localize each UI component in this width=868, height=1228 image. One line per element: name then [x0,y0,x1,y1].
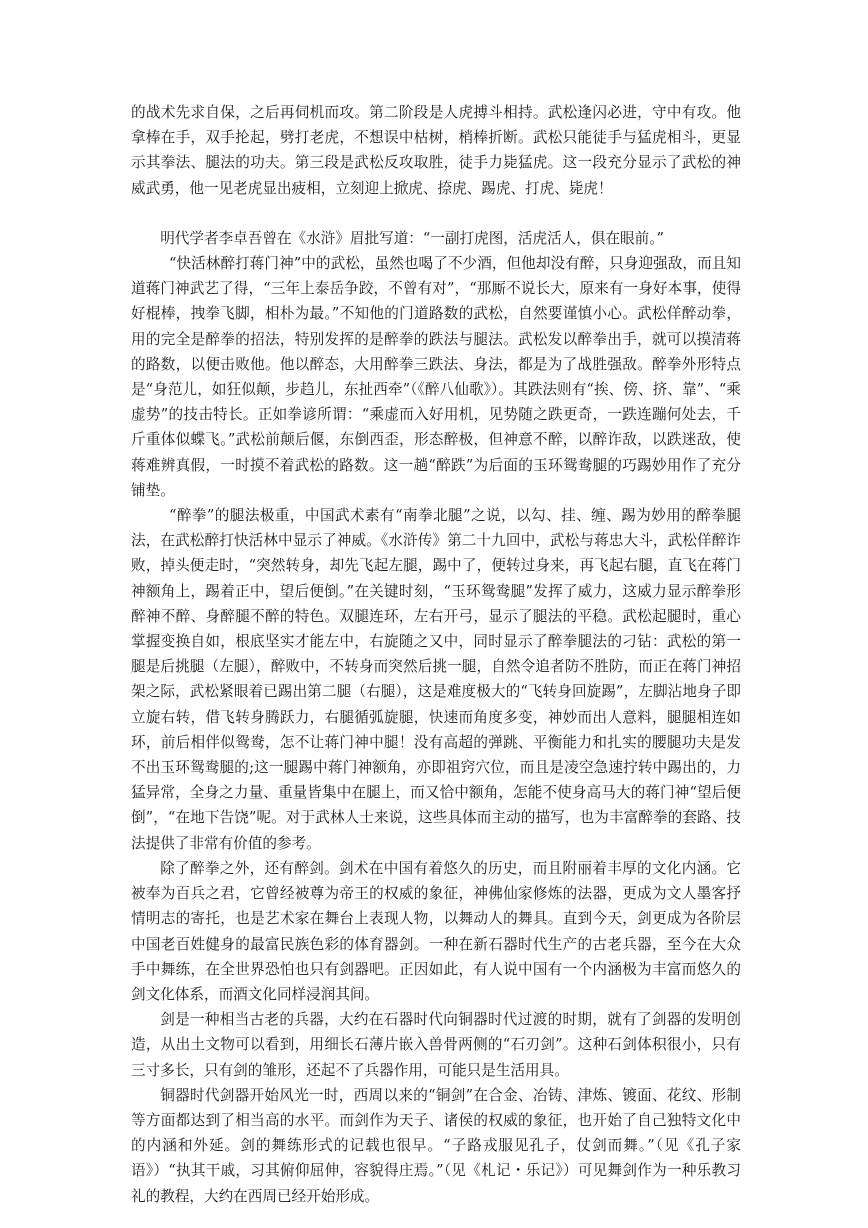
paragraph-tiger-fight-stages: 的战术先求自保，之后再伺机而攻。第二阶段是人虎搏斗相持。武松逢闪必进，守中有攻。他拿棒在手，双手抡起，劈打老虎，不想误中枯树，梢棒折断。武松只能徒手与猛虎相斗，更显示其拳法、腿法的功夫。第三段是武松反攻取胜，徒手力毙猛虎。这一段充分显示了武松的神威武勇，他一见老虎显出疲相，立刻迎上掀虎、捺虎、踢虎、打虎、毙虎！ [131,104,741,197]
paragraph-drunken-fist-legwork: “醉拳”的腿法极重，中国武术素有“南拳北腿”之说，以勾、挂、缠、踢为妙用的醉拳腿法，在武松醉打快活林中显示了神威。《水浒传》第二十九回中，武松与蒋忠大斗，武松佯醉诈败，掉头便走时，“突然转身，却先飞起左腿，踢中了，便转过身来，再飞起右腿，直飞在蒋门神额角上，踢着正中，望后便倒。”在关键时刻，“玉环鸳鸯腿”发挥了威力，这威力显示醉拳形醉神不醉、身醉腿不醉的特色。双腿连环，左右开弓，显示了腿法的平稳。武松起腿时，重心掌握变换自如，根底坚实才能左中，右旋随之又中，同时显示了醉拳腿法的刁钻：武松的第一腿是后挑腿（左腿），醉败中，不转身而突然后挑一腿，自然令追者防不胜防，而正在蒋门神招架之际，武松紧眼着已踢出第二腿（右腿），这是难度极大的“飞转身回旋踢”，左脚沾地身子即立旋右转，借飞转身腾跃力，右腿循弧旋腿，快速而角度多变，神妙而出人意料，腿腿相连如环，前后相伴似鸳鸯，怎不让蒋门神中腿！没有高超的弹跳、平衡能力和扎实的腰腿功夫是发不出玉环鸳鸯腿的;这一腿踢中蒋门神额角，亦即祖窍穴位，而且是凌空急速拧转中踢出的，力猛异常，全身之力量、重量皆集中在腿上，而又恰中额角，怎能不使身高马大的蒋门神“望后便倒”，“在地下告饶”呢。对于武林人士来说，这些具体而主动的描写，也为丰富醉拳的套路、技法提供了非常有价值的参考。 [131,507,741,852]
document-body [131,100,741,1209]
paragraph-kuaihuolin-drunk-fight: “快活林醉打蒋门神”中的武松，虽然也喝了不少酒，但他却没有醉，只身迎强敌，而且知道蒋门神武艺了得，“三年上泰岳争跤，不曾有对”，“那厮不说长大，原来有一身好本事，使得好棍棒，拽拳飞脚，相朴为最。”不知他的门道路数的武松，自然要谨慎小心。武松佯醉动拳，用的完全是醉拳的招法，特别发挥的是醉拳的跌法与腿法。武松发以醉拳出手，就可以摸清蒋的路数，以便击败他。他以醉态，大用醉拳三跌法、身法，都是为了战胜强敌。醉拳外形特点是“身范儿，如狂似颠，步趋儿，东扯西牵”（《醉八仙歌》）。其跌法则有“挨、傍、挤、靠”、“乘虚势”的技击特长。正如拳谚所谓：“乘虚而入好用机，见势随之跌更奇，一跌连蹦何处去，千斤重体似蝶飞。”武松前颠后偃，东倒西歪，形态醉极，但神意不醉，以醉诈敌，以跌迷敌，使蒋难辨真假，一时摸不着武松的路数。这一趟“醉跌”为后面的玉环鸳鸯腿的巧踢妙用作了充分铺垫。 [131,255,741,499]
paragraph-drunken-sword: 除了醉拳之外，还有醉剑。剑术在中国有着悠久的历史，而且附丽着丰厚的文化内涵。它被奉为百兵之君，它曾经被尊为帝王的权威的象征，神佛仙家修炼的法器，更成为文人墨客抒情明志的寄托，也是艺术家在舞台上表现人物，以舞动人的舞具。直到今天，剑更成为各阶层中国老百姓健身的最富民族色彩的体育器剑。一种在新石器时代生产的古老兵器，至今在大众手中舞练，在全世界恐怕也只有剑器吧。正因如此，有人说中国有一个内涵极为丰富而悠久的剑文化体系，而酒文化同样浸润其间。 [131,859,741,1003]
paragraph-li-zhuowu-comment: 明代学者李卓吾曾在《水浒》眉批写道：“一副打虎图，活虎活人，俱在眼前。” [160,229,664,247]
paragraph-gap [131,201,741,226]
paragraph-ancient-sword-origin: 剑是一种相当古老的兵器，大约在石器时代向铜器时代过渡的时期，就有了剑器的发明创造，从出土文物可以看到，用细长石薄片嵌入兽骨两侧的“石刃剑”。这种石剑体积很小，只有三寸多长，只有剑的雏形，还起不了兵器作用，可能只是生活用具。 [131,1011,741,1079]
paragraph-bronze-sword-era: 铜器时代剑器开始风光一时，西周以来的“铜剑”在合金、冶铸、津炼、镀面、花纹、形制等方面都达到了相当高的水平。而剑作为天子、诸侯的权威的象征，也开始了自己独特文化中的内涵和外延。剑的舞练形式的记载也很早。“子路戎服见孔子，仗剑而舞。”（见《孔子家语》）“执其干戚，习其俯仰屈伸，容貌得庄焉。”（见《札记・乐记》）可见舞剑作为一种乐教习礼的教程，大约在西周已经开始形成。 [131,1086,741,1205]
